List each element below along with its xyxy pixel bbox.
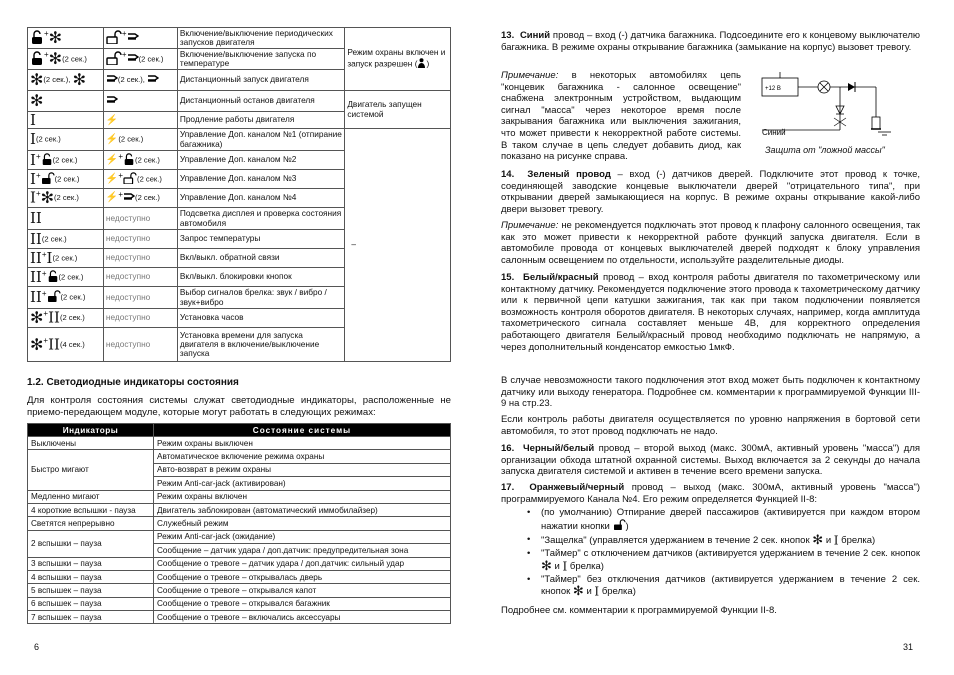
paragraph-end: Подробнее см. комментарии к программируемой Функции II-8. [501,605,777,616]
lock-icon [47,270,59,284]
note-13: Примечание: в некоторых автомобилях цепь "концевик багажника - салонное освещение" снабжена электронным устройством, выдающим сигнал "масса" через некоторое время после закрывания багажника или выключения зажигания, что может привести к некорректной работе системы. В таком случае в цепь следует добавить диод, как показано на рисунке справа. [501,70,741,163]
table-row [28,450,451,463]
cell-state: Сообщение о тревоге – открывался багажник [154,597,451,610]
table-header-row [28,424,451,437]
cell-unavailable: недоступно [103,230,177,249]
cell-function: Дистанционный останов двигателя [177,91,344,112]
snowflake-icon: ✻ [72,70,87,89]
table-row: I+ (2 сек.) ⚡+ (2 сек.) Управление Доп. каналом №3 [28,170,451,189]
cell-unavailable: недоступно [103,328,177,362]
unlock-icon [106,51,122,67]
table-row: +✻(2 сек.) + (2 сек.) Включение/выключение запуска по температуре [28,49,451,70]
cell-state: Авто-возврат в режим охраны [154,463,451,476]
cell-unavailable: недоступно [103,208,177,230]
cell-function: Продление работы двигателя [177,112,344,129]
snowflake-icon: ✻ [48,49,63,68]
lock-icon [30,51,44,67]
cell-indicator: 5 вспышек – пауза [28,584,154,597]
table-row: I+ (2 сек.) ⚡+ (2 сек.) Управление Доп. каналом №2 [28,151,451,170]
person-icon [417,58,426,70]
table-row [28,91,451,112]
cell-function: Включение/выключение периодических запусков двигателя [177,28,344,49]
unlock-icon [106,30,122,46]
cell-state: Служебный режим [154,517,451,530]
button-one-icon: I [30,130,36,148]
section-title: 1.2. Светодиодные индикаторы состояния [27,377,239,388]
note-14: Примечание: не рекомендуется подключать этот провод к плафону салонного освещения, так как это может привести к некорректной работе функций запуска двигателя. Если в автомобиле провода от концевых выключателей дверей подходят к блоку управления салонным освещением по отдельности, используйте разделительные диоды. [501,220,920,266]
channel4-mode-list [501,507,920,599]
table-row [28,490,451,503]
cell-state: Сообщение – датчик удара / доп.датчик: предупредительная зона [154,544,451,557]
cell-state: Сообщение о тревоге – открывалась дверь [154,570,451,583]
paragraph-15c: Если контроль работы двигателя осуществляется по уровню напряжения в бортовой сети автомобиля, то этот провод подключать не надо. [501,414,920,437]
unlock-icon [613,519,626,534]
button-one-icon: I [46,248,53,267]
table-row: ✻+II(4 сек.) недоступно Установка времени для запуска двигателя в включение/выключение запуска [28,328,451,362]
snowflake-icon: ✻ [30,91,44,110]
button-one-icon: I [594,584,600,599]
cell-function: Дистанционный запуск двигателя [177,70,344,91]
button-one-icon: I [30,110,36,129]
header-state: Состояние системы [154,424,451,437]
page-number-left: 6 [34,642,40,652]
table-row [28,611,451,624]
cell-function: Вкл/выкл. обратной связи [177,249,344,268]
button-two-icon: II [48,335,60,353]
button-two-icon: II [30,229,42,248]
header-indicators: Индикаторы [28,424,154,437]
cell-function: Запрос температуры [177,230,344,249]
cell-function: Управление Доп. каналом №4 [177,189,344,208]
button-two-icon: II [30,209,42,227]
cell-state: Автоматическое включение режима охраны [154,450,451,463]
table-row [28,597,451,610]
button-two-icon: II [30,288,42,306]
cell-indicator: Медленно мигают [28,490,154,503]
led-table [27,423,451,624]
cell-indicator: 4 вспышки – пауза [28,570,154,583]
table-row: I+✻(2 сек.) ⚡+ (2 сек.) Управление Доп. каналом №4 [28,189,451,208]
table-row: II+ (2 сек.) недоступно Вкл/выкл. блокировки кнопок [28,268,451,287]
cell-function: Установка часов [177,309,344,328]
list-item: • "Таймер" без отключения датчиков (активируется удержанием в течение 2 сек. кнопок ✻ и I брелка) [501,574,920,599]
cell-indicator: 7 вспышек – пауза [28,611,154,624]
table-row: I(2 сек.) ⚡(2 сек.) Управление Доп. каналом №1 (отпирание багажника) – [28,129,451,151]
cell-unavailable: недоступно [103,309,177,328]
lightning-icon: ⚡ [105,192,119,204]
snowflake-icon: ✻ [48,28,63,47]
table-row [28,517,451,530]
diagram-caption: Защита от "ложной массы" [765,145,885,155]
snowflake-icon: ✻ [30,334,44,354]
cell-state: Сообщение о тревоге – открывался капот [154,584,451,597]
section-intro: Для контроля состояния системы служат светодиодные индикаторы, расположенные не приемо-передающем модуле, которые могут работать в следующих режимах: [27,395,451,418]
table-row [28,557,451,570]
voltage-label: +12 В [765,86,781,92]
cell-state: Режим Anti-car-jack (ожидание) [154,530,451,543]
list-item: • "Таймер" с отключением датчиков (активируется удержанием в течение 2 сек. кнопок ✻ и I брелка) [501,548,920,573]
paragraph-16: 16. Черный/белый провод – второй выход (макс. 300мА, активный уровень "масса") для организации обхода штатной охранной системы. Выход включается за 2 секунды до начала запуска двигателя системой и активен в течение всего времени запуска. [501,443,921,478]
paragraph-14: 14. Зеленый провод – вход (-) датчиков дверей. Подключите этот провод к точке, соединяющей заводские концевые выключатели дверей "отрицательного типа", при открывании дверей замыкающиеся на корпус. В режиме охраны открывание какой-либо двери вызовет тревогу. [501,169,921,215]
false-ground-diagram [756,72,906,156]
table-row: II(2 сек.) недоступно Запрос температуры [28,230,451,249]
engine-icon [106,73,118,86]
engine-icon [147,73,159,86]
lightning-icon: ⚡ [105,154,119,166]
page-number-right: 31 [903,642,914,652]
table-row [28,437,451,450]
button-two-icon: II [30,267,42,286]
engine-icon [127,31,139,44]
list-item: • (по умолчанию) Отпирание дверей пассажиров (активируется при каждом втором нажатии кнопки ) [501,507,920,533]
cell-unavailable: недоступно [103,249,177,268]
wire-label: Синий [762,128,786,137]
cell-indicator: Быстро мигают [28,450,154,490]
cell-unavailable: недоступно [103,268,177,287]
cell-indicator: Выключены [28,437,154,450]
button-one-icon: I [30,150,36,169]
button-one-icon: I [562,559,568,574]
lightning-icon: ⚡ [105,114,119,126]
unlock-icon [41,172,55,186]
snowflake-icon: ✻ [572,584,584,600]
lock-icon [30,30,44,46]
snowflake-icon: ✻ [30,308,44,327]
group-engine-running: Двигатель запущен системой [345,91,451,129]
unlock-icon [123,172,137,186]
cell-function: Управление Доп. каналом №3 [177,170,344,189]
cell-function: Включение/выключение запуска по температуре [177,49,344,70]
cell-state: Режим Anti-car-jack (активирован) [154,477,451,490]
cell-indicator: Светятся непрерывно [28,517,154,530]
cell-function: Вкл/выкл. блокировки кнопок [177,268,344,287]
table-row: +✻ + Включение/выключение периодических запусков двигателя Режим охраны включен и запуск разрешен ( ) [28,28,451,49]
paragraph-15b: В случае невозможности такого подключения этот вход может быть подключен к контактному датчику или выходу генератора. Подробнее см. комментарии к программируемой Функции III-9 на стр.23. [501,375,920,410]
cell-state: Режим охраны включен [154,490,451,503]
command-table [27,27,451,362]
paragraph-13: 13. Синий провод – вход (-) датчика багажника. Подсоедините его к концевому выключателю багажника. В режиме охраны открывание багажника (замыкание на корпус) вызовет тревогу. [501,30,921,53]
table-row [28,570,451,583]
cell-indicator: 2 вспышки – пауза [28,530,154,557]
lightning-icon: ⚡ [105,134,119,145]
group-armed-start: Режим охраны включен и запуск разрешен ( ) [345,28,451,91]
lightning-icon: ⚡ [105,173,119,185]
lock-icon [41,153,53,167]
cell-state: Сообщение о тревоге – датчик удара / доп.датчик: сильный удар [154,557,451,570]
cell-function: Установка времени для запуска двигателя в включение/выключение запуска [177,328,344,362]
lock-icon [123,153,135,167]
engine-icon [127,52,139,65]
cell-function: Выбор сигналов брелка: звук / вибро / звук+вибро [177,287,344,309]
group-dash: – [345,129,451,362]
cell-function: Подсветка дисплея и проверка состояния автомобиля [177,208,344,230]
cell-function: Управление Доп. каналом №1 (отпирание багажника) [177,129,344,151]
button-one-icon: I [30,188,36,207]
table-row [28,584,451,597]
table-row: ✻+II(2 сек.) недоступно Установка часов [28,309,451,328]
cell-indicator: 6 вспышек – пауза [28,597,154,610]
snowflake-icon: ✻ [812,533,824,549]
table-row: ✻(2 сек.), ✻ (2 сек.), Дистанционный запуск двигателя [28,70,451,91]
cell-indicator: 3 вспышки – пауза [28,557,154,570]
cell-state: Режим охраны выключен [154,437,451,450]
table-row [28,530,451,543]
cell-unavailable: недоступно [103,287,177,309]
cell-function: Управление Доп. каналом №2 [177,151,344,170]
cell-state: Сообщение о тревоге – включались аксессуары [154,611,451,624]
paragraph-15: 15. Белый/красный провод – вход контроля работы двигателя по тахометрическому или контактному датчику. Рекомендуется подключение этого провода к тахометрическому датчику или к первичной цепи катушки зажигания, так как при таком подключении появляется возможность контроля оборотов двигателя. В некоторых случаях, например, когда амплитуда тахометрического сигнала составляет меньше 4В, для корректного определения работающего двигателя Белый/красный провод необходимо подключать не напрямую, а через дополнительный конденсатор емкостью 1мкФ. [501,272,921,353]
engine-icon [106,94,118,107]
engine-icon [123,191,135,204]
table-row: II+ (2 сек.) недоступно Выбор сигналов брелка: звук / вибро / звук+вибро [28,287,451,309]
button-two-icon: II [30,248,42,267]
snowflake-icon: ✻ [40,188,55,207]
button-one-icon: I [30,169,36,188]
list-item: • "Защелка" (управляется удержанием в течение 2 сек. кнопок ✻ и I брелка) [501,534,920,547]
table-row [28,503,451,516]
button-two-icon: II [48,308,60,327]
button-one-icon: I [833,533,839,548]
paragraph-17: 17. Оранжевый/черный провод – выход (макс. 300мА, активный уровень "масса") программируемого Канала №4. Его режим определяется Функцией II-8: [501,482,921,505]
unlock-icon [47,290,61,304]
cell-indicator: 4 короткие вспышки - пауза [28,503,154,516]
snowflake-icon: ✻ [541,558,552,574]
snowflake-icon: ✻ [30,70,44,89]
cell-state: Двигатель заблокирован (автоматический иммобилайзер) [154,503,451,516]
table-row: II+I(2 сек.) недоступно Вкл/выкл. обратной связи [28,249,451,268]
